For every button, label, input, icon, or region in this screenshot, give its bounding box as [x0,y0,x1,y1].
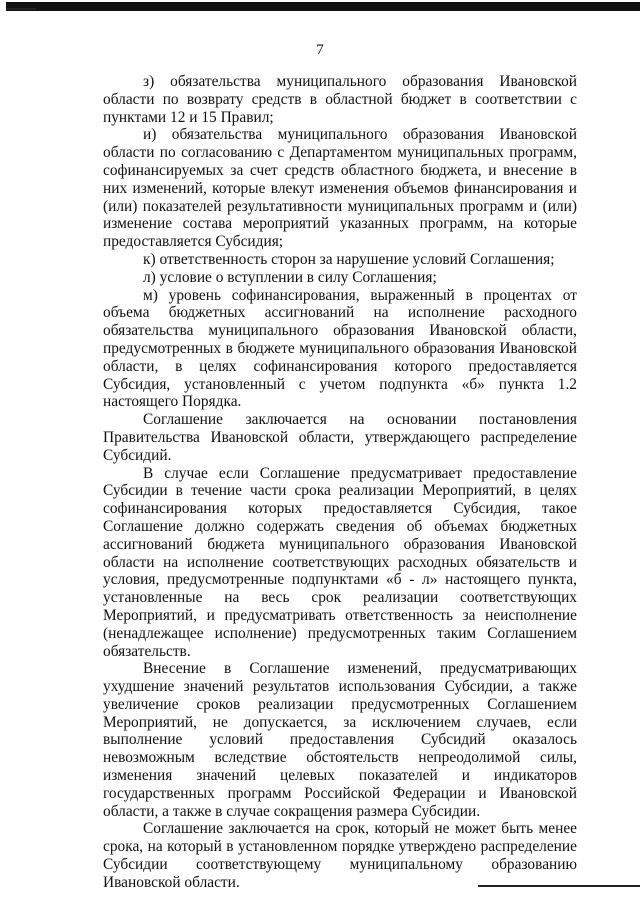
page-number: 7 [316,42,324,58]
paragraph-k: к) ответственность сторон за нарушение условий Соглашения; [143,250,555,268]
paragraph-l: л) условие о вступлении в силу Соглашения; [143,268,437,286]
scan-edge-bar [6,2,640,11]
paragraph-m: м) уровень софинансирования, выраженный в процентах от объема бюджетных ассигнований на исполнение расходного обязательства муниципального образования Ивановской области, предусмотренных в бюджете муниципального образования Ивановской области, в целях софинансирования которого предоставляется Субсидия, установленный с учетом подпункта «б» пункта 1.2 настоящего Порядка. [103,286,577,411]
document-body [103,73,577,892]
paragraph-z: з) обязательства муниципального образования Ивановской области по возврату средств в областной бюджет в соответствии с пунктами 12 и 15 Правил; [103,73,577,126]
scan-bottom-edge [478,885,640,887]
paragraph-partial-term: В случае если Соглашение предусматривает предоставление Субсидии в течение части срока реализации Мероприятий, в целях софинансирования которых предоставляется Субсидия, такое Соглашение должно содержать сведения об объемах бюджетных ассигнований бюджета муниципального образования Ивановской области на исполнение соответствующих расходных обязательств и условия, предусмотренные подпунктами «б - л» настоящего пункта, установленные на весь срок реализации соответствующих Мероприятий, и предусматривать ответственность за неисполнение (ненадлежащее исполнение) предусмотренных таким Соглашением обязательств. [103,464,577,660]
paragraph-amendments: Внесение в Соглашение изменений, предусматривающих ухудшение значений результатов использования Субсидии, а также увеличение сроков реализации предусмотренных Соглашением Мероприятий, не допускается, за исключением случаев, если выполнение условий предоставления Субсидий оказалось невозможным вследствие обстоятельств непреодолимой силы, изменения значений целевых показателей и индикаторов государственных программ Российской Федерации и Ивановской области, а также в случае сокращения размера Субсидии. [103,660,577,820]
paragraph-agreement-term: Соглашение заключается на срок, который не может быть менее срока, на который в установленном порядке утверждено распределение Субсидии соответствующему муниципальному образованию Ивановской области. [103,820,577,891]
paragraph-agreement-basis: Соглашение заключается на основании постановления Правительства Ивановской области, утверждающего распределение Субсидий. [103,411,577,464]
scan-edge-bar-tail [6,8,36,10]
paragraph-i: и) обязательства муниципального образования Ивановской области по согласованию с Департаментом муниципальных программ, софинансируемых за счет средств областного бюджета, и внесение в них изменений, которые влекут изменения объемов финансирования и (или) показателей результативности муниципальных программ и (или) изменение состава мероприятий указанных программ, на которые предоставляется Субсидия; [103,126,577,251]
